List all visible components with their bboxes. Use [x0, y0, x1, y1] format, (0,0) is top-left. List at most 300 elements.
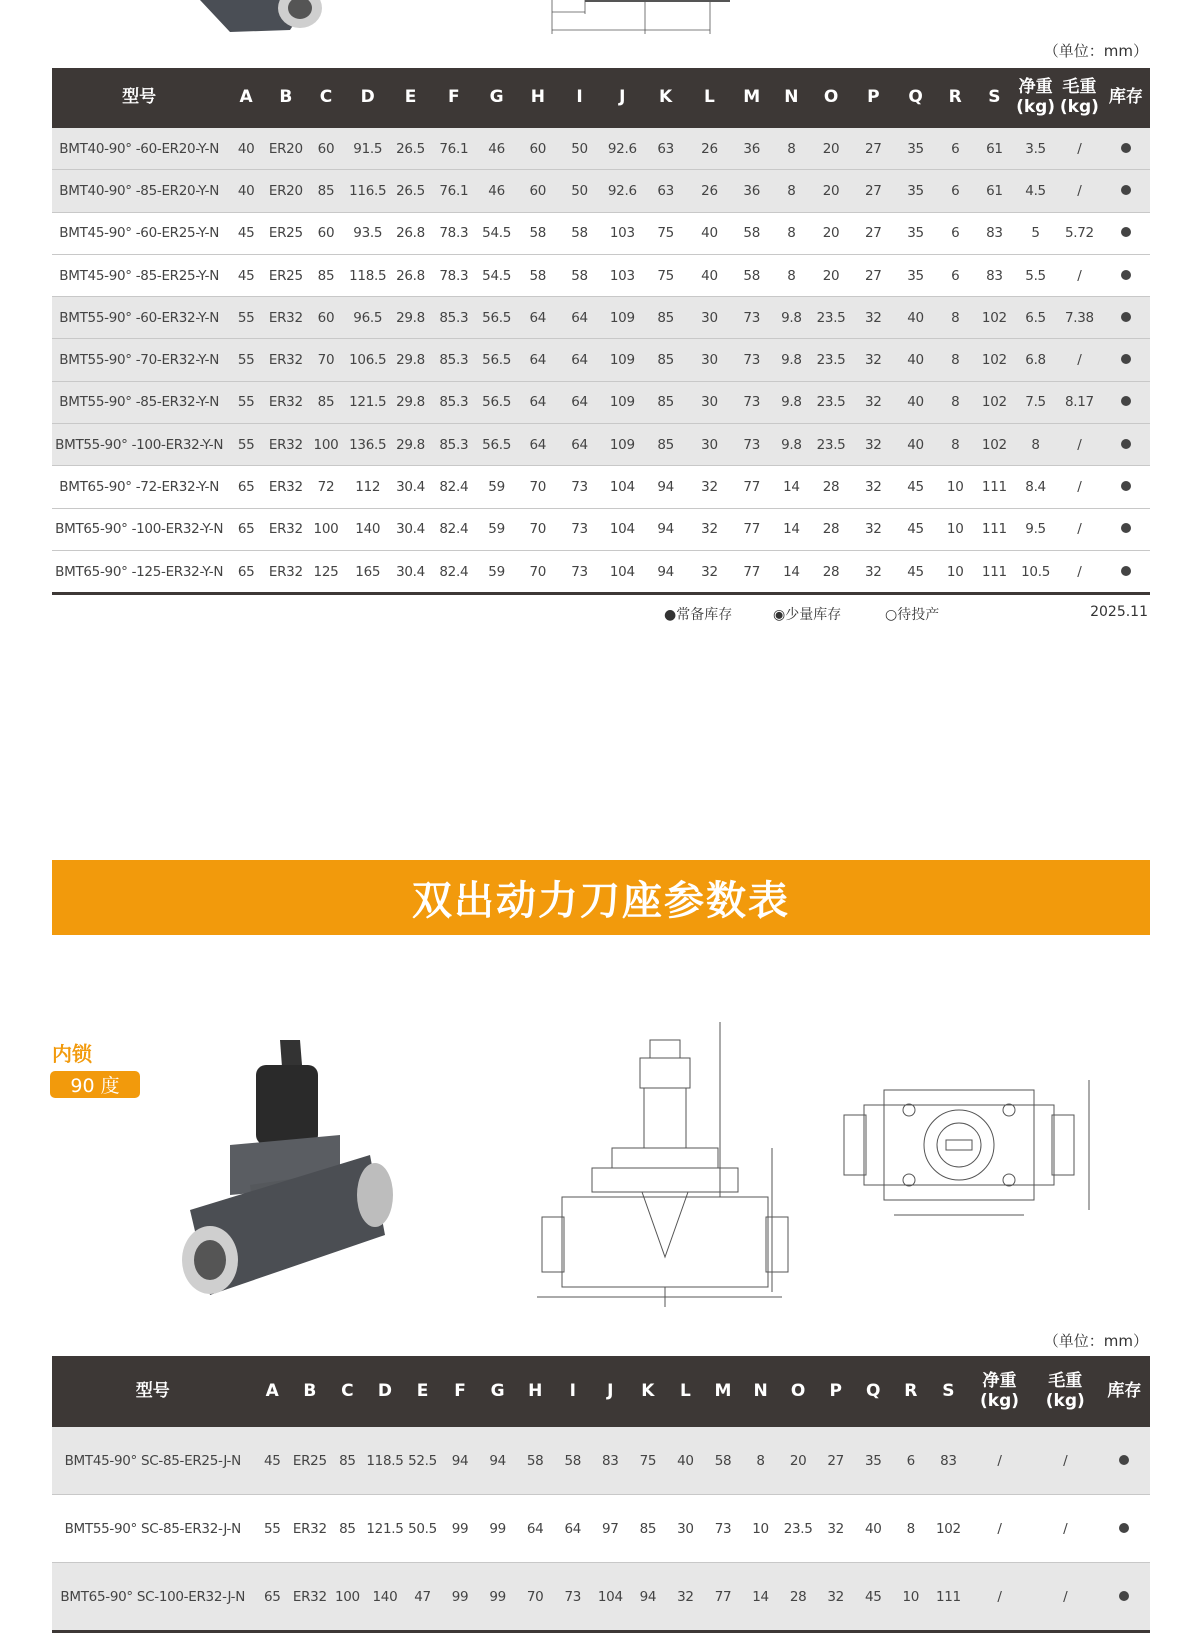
value-cell: 73	[558, 466, 601, 508]
value-cell: 65	[253, 1563, 291, 1632]
value-cell: 32	[817, 1563, 855, 1632]
value-cell: 85.3	[432, 424, 476, 466]
value-cell: 46	[476, 128, 518, 170]
value-cell: 28	[811, 466, 852, 508]
value-cell: 109	[601, 424, 644, 466]
value-cell: 23.5	[779, 1495, 817, 1563]
value-cell: 109	[601, 297, 644, 339]
unit-label: （单位：mm）	[1043, 42, 1148, 60]
value-cell: 32	[851, 424, 895, 466]
value-cell: 29.8	[389, 424, 432, 466]
value-cell: 104	[601, 466, 644, 508]
value-cell: 77	[731, 508, 772, 550]
value-cell: 32	[688, 550, 732, 593]
value-cell: 85	[629, 1495, 667, 1563]
stock-cell	[1099, 1495, 1150, 1563]
value-cell: 64	[554, 1495, 592, 1563]
column-header: J	[601, 68, 644, 128]
model-cell: BMT65-90° -100-ER32-Y-N	[52, 508, 226, 550]
value-cell: 27	[851, 254, 895, 296]
column-header: B	[291, 1356, 329, 1427]
table-row	[52, 508, 1150, 550]
value-cell: 96.5	[346, 297, 389, 339]
value-cell: 36	[731, 128, 772, 170]
stock-cell	[1102, 254, 1150, 296]
value-cell: 47	[404, 1563, 442, 1632]
value-cell: 8	[892, 1495, 930, 1563]
value-cell: 77	[731, 466, 772, 508]
column-header: O	[811, 68, 852, 128]
column-header: E	[404, 1356, 442, 1427]
value-cell: 55	[226, 381, 266, 423]
column-header: 毛重 (kg)	[1057, 68, 1102, 128]
value-cell: 78.3	[432, 254, 476, 296]
value-cell: 35	[854, 1427, 892, 1495]
value-cell: 58	[558, 254, 601, 296]
column-header: L	[667, 1356, 705, 1427]
value-cell: /	[1057, 170, 1102, 212]
value-cell: 82.4	[432, 466, 476, 508]
value-cell: 102	[975, 424, 1015, 466]
value-cell: /	[1032, 1427, 1099, 1495]
value-cell: 32	[851, 297, 895, 339]
value-cell: 20	[811, 170, 852, 212]
value-cell: 73	[731, 339, 772, 381]
value-cell: /	[1057, 466, 1102, 508]
value-cell: 83	[930, 1427, 968, 1495]
value-cell: 99	[479, 1563, 517, 1632]
value-cell: 45	[226, 212, 266, 254]
value-cell: 85	[644, 424, 688, 466]
model-cell: BMT65-90° -72-ER32-Y-N	[52, 466, 226, 508]
value-cell: 106.5	[346, 339, 389, 381]
value-cell: 23.5	[811, 339, 852, 381]
value-cell: /	[1057, 508, 1102, 550]
value-cell: 99	[479, 1495, 517, 1563]
legend-date: 2025.11	[1090, 604, 1148, 620]
value-cell: 10	[936, 466, 975, 508]
product-image-top	[190, 0, 340, 40]
stock-full-icon	[1121, 439, 1131, 449]
value-cell: 70	[517, 508, 558, 550]
value-cell: 64	[516, 1495, 554, 1563]
value-cell: /	[1057, 254, 1102, 296]
value-cell: 140	[346, 508, 389, 550]
value-cell: 20	[811, 212, 852, 254]
value-cell: 45	[895, 466, 936, 508]
value-cell: 64	[517, 424, 558, 466]
value-cell: 32	[688, 466, 732, 508]
column-header: C	[306, 68, 347, 128]
value-cell: ER25	[291, 1427, 329, 1495]
value-cell: 56.5	[476, 297, 518, 339]
column-header: 净重 (kg)	[1014, 68, 1057, 128]
value-cell: 45	[895, 550, 936, 593]
value-cell: 82.4	[432, 550, 476, 593]
value-cell: 32	[851, 381, 895, 423]
table-row	[52, 128, 1150, 170]
value-cell: 58	[516, 1427, 554, 1495]
column-header: F	[432, 68, 476, 128]
value-cell: 29.8	[389, 381, 432, 423]
value-cell: 58	[517, 254, 558, 296]
value-cell: 59	[476, 466, 518, 508]
value-cell: 102	[930, 1495, 968, 1563]
value-cell: 27	[851, 128, 895, 170]
value-cell: 9.8	[772, 339, 811, 381]
value-cell: 10	[892, 1563, 930, 1632]
model-cell: BMT55-90° SC-85-ER32-J-N	[52, 1495, 253, 1563]
value-cell: 92.6	[601, 128, 644, 170]
column-header: Q	[854, 1356, 892, 1427]
value-cell: 100	[306, 508, 347, 550]
value-cell: 5	[1014, 212, 1057, 254]
value-cell: 85	[644, 339, 688, 381]
value-cell: 83	[592, 1427, 630, 1495]
value-cell: 45	[253, 1427, 291, 1495]
stock-cell	[1102, 339, 1150, 381]
value-cell: 8.4	[1014, 466, 1057, 508]
value-cell: 102	[975, 381, 1015, 423]
value-cell: 64	[558, 339, 601, 381]
value-cell: 55	[226, 424, 266, 466]
table-row	[52, 466, 1150, 508]
value-cell: 85	[329, 1427, 367, 1495]
value-cell: 93.5	[346, 212, 389, 254]
value-cell: 85	[329, 1495, 367, 1563]
value-cell: 111	[930, 1563, 968, 1632]
value-cell: 125	[306, 550, 347, 593]
value-cell: 94	[479, 1427, 517, 1495]
legend-pending: ○待投产	[885, 607, 940, 623]
value-cell: 56.5	[476, 381, 518, 423]
value-cell: 40	[688, 212, 732, 254]
value-cell: 70	[517, 550, 558, 593]
value-cell: 7.38	[1057, 297, 1102, 339]
value-cell: 75	[644, 212, 688, 254]
value-cell: 40	[854, 1495, 892, 1563]
value-cell: 102	[975, 297, 1015, 339]
stock-full-icon	[1121, 312, 1131, 322]
stock-full-icon	[1121, 143, 1131, 153]
value-cell: ER32	[266, 381, 306, 423]
value-cell: 99	[441, 1495, 479, 1563]
value-cell: ER25	[266, 212, 306, 254]
model-cell: BMT65-90° SC-100-ER32-J-N	[52, 1563, 253, 1632]
value-cell: 85.3	[432, 297, 476, 339]
table-row	[52, 170, 1150, 212]
value-cell: 61	[975, 128, 1015, 170]
stock-cell	[1102, 297, 1150, 339]
value-cell: 140	[366, 1563, 404, 1632]
legend-low-stock: ◉少量库存	[773, 607, 842, 623]
value-cell: 26.8	[389, 212, 432, 254]
value-cell: 109	[601, 339, 644, 381]
column-header: 净重 (kg)	[967, 1356, 1032, 1427]
spec-table-single	[52, 68, 1150, 595]
value-cell: 85	[644, 297, 688, 339]
product-image-double	[170, 1035, 410, 1305]
stock-full-icon	[1119, 1523, 1129, 1533]
value-cell: 8	[936, 424, 975, 466]
stock-cell	[1102, 170, 1150, 212]
value-cell: 85.3	[432, 339, 476, 381]
value-cell: 35	[895, 212, 936, 254]
value-cell: 94	[441, 1427, 479, 1495]
lock-type-label: 内锁	[52, 1042, 92, 1066]
value-cell: 8	[1014, 424, 1057, 466]
value-cell: 9.8	[772, 381, 811, 423]
value-cell: 28	[811, 508, 852, 550]
value-cell: 23.5	[811, 297, 852, 339]
column-header: B	[266, 68, 306, 128]
value-cell: 118.5	[346, 254, 389, 296]
value-cell: 8	[936, 381, 975, 423]
value-cell: 8	[742, 1427, 780, 1495]
value-cell: 40	[895, 339, 936, 381]
value-cell: 60	[517, 170, 558, 212]
column-header: A	[253, 1356, 291, 1427]
value-cell: ER32	[266, 466, 306, 508]
value-cell: 26.8	[389, 254, 432, 296]
value-cell: 10	[742, 1495, 780, 1563]
value-cell: 8	[772, 212, 811, 254]
value-cell: 73	[558, 508, 601, 550]
value-cell: 83	[975, 212, 1015, 254]
unit-label-2: （单位：mm）	[1043, 1332, 1148, 1350]
value-cell: 165	[346, 550, 389, 593]
value-cell: 109	[601, 381, 644, 423]
value-cell: 76.1	[432, 170, 476, 212]
value-cell: 121.5	[346, 381, 389, 423]
column-header: 库存	[1099, 1356, 1150, 1427]
value-cell: 65	[226, 508, 266, 550]
value-cell: 5.72	[1057, 212, 1102, 254]
column-header: 毛重 (kg)	[1032, 1356, 1099, 1427]
value-cell: 103	[601, 254, 644, 296]
value-cell: 92.6	[601, 170, 644, 212]
value-cell: 136.5	[346, 424, 389, 466]
value-cell: 50	[558, 128, 601, 170]
column-header: H	[517, 68, 558, 128]
value-cell: 104	[601, 508, 644, 550]
column-header: J	[592, 1356, 630, 1427]
value-cell: /	[1057, 424, 1102, 466]
value-cell: 58	[731, 254, 772, 296]
value-cell: 94	[644, 466, 688, 508]
value-cell: 64	[517, 297, 558, 339]
value-cell: 102	[975, 339, 1015, 381]
value-cell: 63	[644, 170, 688, 212]
dimension-drawing-side	[824, 1080, 1104, 1220]
value-cell: 40	[895, 297, 936, 339]
value-cell: 72	[306, 466, 347, 508]
value-cell: 77	[704, 1563, 742, 1632]
value-cell: 6.5	[1014, 297, 1057, 339]
column-header: Q	[895, 68, 936, 128]
value-cell: /	[967, 1427, 1032, 1495]
value-cell: 14	[772, 550, 811, 593]
value-cell: 55	[226, 339, 266, 381]
stock-cell	[1102, 466, 1150, 508]
model-cell: BMT55-90° -100-ER32-Y-N	[52, 424, 226, 466]
value-cell: 35	[895, 128, 936, 170]
table-row	[52, 1563, 1150, 1632]
value-cell: 8.17	[1057, 381, 1102, 423]
value-cell: 8	[772, 128, 811, 170]
column-header: M	[704, 1356, 742, 1427]
value-cell: /	[1057, 339, 1102, 381]
value-cell: 32	[851, 339, 895, 381]
value-cell: ER32	[266, 508, 306, 550]
value-cell: 59	[476, 550, 518, 593]
value-cell: 27	[851, 170, 895, 212]
value-cell: 111	[975, 508, 1015, 550]
value-cell: 78.3	[432, 212, 476, 254]
value-cell: 75	[629, 1427, 667, 1495]
value-cell: 27	[851, 212, 895, 254]
table-row	[52, 381, 1150, 423]
spec-table-double	[52, 1356, 1150, 1633]
stock-full-icon	[1121, 354, 1131, 364]
value-cell: 60	[306, 212, 347, 254]
model-cell: BMT40-90° -60-ER20-Y-N	[52, 128, 226, 170]
value-cell: 35	[895, 254, 936, 296]
value-cell: 8	[772, 254, 811, 296]
value-cell: 8	[936, 297, 975, 339]
value-cell: 73	[731, 381, 772, 423]
value-cell: 64	[558, 381, 601, 423]
value-cell: ER32	[266, 424, 306, 466]
value-cell: 6	[936, 212, 975, 254]
value-cell: 32	[667, 1563, 705, 1632]
value-cell: 58	[704, 1427, 742, 1495]
value-cell: 4.5	[1014, 170, 1057, 212]
value-cell: 91.5	[346, 128, 389, 170]
value-cell: 111	[975, 466, 1015, 508]
stock-full-icon	[1121, 185, 1131, 195]
value-cell: 70	[516, 1563, 554, 1632]
value-cell: 46	[476, 170, 518, 212]
value-cell: 104	[592, 1563, 630, 1632]
value-cell: 20	[811, 128, 852, 170]
stock-cell	[1102, 424, 1150, 466]
column-header: N	[772, 68, 811, 128]
column-header: I	[558, 68, 601, 128]
value-cell: 65	[226, 550, 266, 593]
stock-cell	[1102, 381, 1150, 423]
value-cell: 60	[517, 128, 558, 170]
value-cell: 85.3	[432, 381, 476, 423]
column-header: G	[476, 68, 518, 128]
value-cell: 58	[558, 212, 601, 254]
column-header: O	[779, 1356, 817, 1427]
value-cell: ER25	[266, 254, 306, 296]
table-row	[52, 424, 1150, 466]
stock-full-icon	[1121, 523, 1131, 533]
angle-badge: 90 度	[50, 1071, 140, 1098]
value-cell: /	[1032, 1563, 1099, 1632]
value-cell: ER20	[266, 128, 306, 170]
value-cell: 56.5	[476, 424, 518, 466]
column-header: L	[688, 68, 732, 128]
stock-cell	[1102, 508, 1150, 550]
stock-full-icon	[1121, 566, 1131, 576]
value-cell: 73	[704, 1495, 742, 1563]
value-cell: 23.5	[811, 381, 852, 423]
value-cell: 40	[688, 254, 732, 296]
table-row	[52, 297, 1150, 339]
value-cell: 85	[306, 381, 347, 423]
value-cell: 14	[772, 508, 811, 550]
value-cell: 3.5	[1014, 128, 1057, 170]
column-header: S	[975, 68, 1015, 128]
value-cell: 30	[688, 424, 732, 466]
value-cell: 103	[601, 212, 644, 254]
value-cell: 6.8	[1014, 339, 1057, 381]
value-cell: 40	[226, 128, 266, 170]
value-cell: 54.5	[476, 254, 518, 296]
value-cell: 75	[644, 254, 688, 296]
value-cell: 14	[772, 466, 811, 508]
value-cell: 23.5	[811, 424, 852, 466]
value-cell: 26	[688, 170, 732, 212]
value-cell: /	[1057, 128, 1102, 170]
value-cell: 10	[936, 550, 975, 593]
value-cell: 28	[779, 1563, 817, 1632]
value-cell: 40	[895, 424, 936, 466]
value-cell: 64	[517, 381, 558, 423]
dimension-drawing-front	[532, 1022, 812, 1312]
value-cell: 60	[306, 128, 347, 170]
value-cell: 32	[688, 508, 732, 550]
value-cell: 14	[742, 1563, 780, 1632]
value-cell: 40	[895, 381, 936, 423]
value-cell: 29.8	[389, 339, 432, 381]
value-cell: 10.5	[1014, 550, 1057, 593]
value-cell: 30	[688, 297, 732, 339]
column-header: H	[516, 1356, 554, 1427]
value-cell: 40	[667, 1427, 705, 1495]
value-cell: 6	[936, 254, 975, 296]
value-cell: 6	[936, 170, 975, 212]
value-cell: 61	[975, 170, 1015, 212]
value-cell: ER32	[291, 1563, 329, 1632]
banner-title: 双出动力刀座参数表	[412, 878, 790, 924]
stock-cell	[1099, 1427, 1150, 1495]
value-cell: 9.8	[772, 297, 811, 339]
stock-full-icon	[1121, 270, 1131, 280]
value-cell: 104	[601, 550, 644, 593]
value-cell: ER32	[266, 339, 306, 381]
value-cell: /	[967, 1563, 1032, 1632]
value-cell: 111	[975, 550, 1015, 593]
value-cell: 29.8	[389, 297, 432, 339]
value-cell: 5.5	[1014, 254, 1057, 296]
value-cell: /	[1032, 1495, 1099, 1563]
value-cell: 94	[629, 1563, 667, 1632]
column-header: K	[629, 1356, 667, 1427]
column-header: N	[742, 1356, 780, 1427]
value-cell: 55	[253, 1495, 291, 1563]
value-cell: 58	[554, 1427, 592, 1495]
value-cell: 65	[226, 466, 266, 508]
stock-cell	[1102, 128, 1150, 170]
value-cell: 97	[592, 1495, 630, 1563]
value-cell: 45	[226, 254, 266, 296]
value-cell: /	[1057, 550, 1102, 593]
column-header: K	[644, 68, 688, 128]
